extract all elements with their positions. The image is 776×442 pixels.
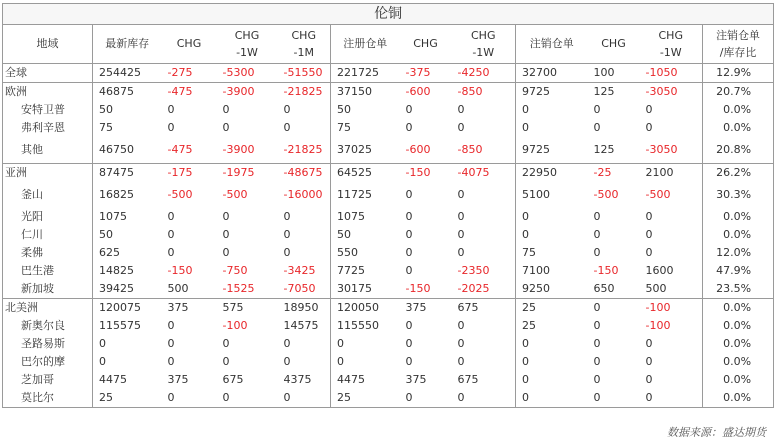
- value-cell: 5100: [516, 182, 588, 208]
- lme-copper-table: [2, 3, 774, 408]
- column-header-line: 最新库存: [105, 37, 150, 50]
- value-cell: 0: [452, 389, 516, 408]
- table-row: [3, 137, 774, 164]
- value-cell: 12.0%: [703, 244, 774, 262]
- value-cell: 39425: [93, 280, 162, 299]
- header-row: [3, 25, 774, 64]
- value-cell: 64525: [331, 164, 400, 183]
- value-cell: 4375: [283, 373, 312, 386]
- column-header-line: CHG: [234, 29, 260, 42]
- value-cell: 0: [222, 246, 230, 259]
- value-cell: 0: [283, 121, 291, 134]
- table-row: [3, 182, 774, 208]
- value-cell: 0: [283, 103, 291, 116]
- value-cell: 1075: [331, 208, 400, 226]
- value-cell: 0: [405, 188, 413, 201]
- value-cell: 16825: [93, 182, 162, 208]
- value-cell: -4075: [452, 164, 516, 183]
- value-cell: 375: [405, 373, 427, 386]
- value-cell: 46750: [93, 137, 162, 164]
- value-cell: -475: [162, 83, 217, 102]
- value-cell: 125: [588, 83, 640, 102]
- table-row: [3, 119, 774, 137]
- value-cell: 0: [222, 355, 230, 368]
- value-cell: -600: [405, 143, 431, 156]
- value-cell: 675: [457, 373, 479, 386]
- source-note: 数据来源：盛达期货: [667, 426, 766, 439]
- value-cell: -850: [452, 83, 516, 102]
- value-cell: 50: [93, 226, 162, 244]
- value-cell: 0: [457, 210, 465, 223]
- column-header-line: 注册仓单: [343, 37, 388, 50]
- value-cell: 0: [167, 121, 175, 134]
- value-cell: 87475: [93, 164, 162, 183]
- table-row: [3, 317, 774, 335]
- value-cell: -3050: [640, 83, 703, 102]
- value-cell: 0: [331, 353, 400, 371]
- value-cell: 4475: [93, 371, 162, 389]
- column-header-line: CHG: [413, 37, 438, 50]
- value-cell: 0: [645, 355, 653, 368]
- value-cell: 500: [645, 282, 667, 295]
- value-cell: 0: [457, 337, 465, 350]
- value-cell: 0.0%: [703, 335, 774, 353]
- region-cell: 巴生港: [3, 262, 93, 280]
- value-cell: 221725: [331, 64, 400, 83]
- value-cell: 0: [167, 210, 175, 223]
- column-header: [400, 25, 452, 64]
- region-cell: 北美洲: [3, 299, 93, 318]
- region-cell: 莫比尔: [3, 389, 93, 408]
- value-cell: 0: [457, 103, 465, 116]
- value-cell: 0: [405, 264, 413, 277]
- value-cell: 23.5%: [703, 280, 774, 299]
- region-cell: 釜山: [3, 182, 93, 208]
- column-header: [3, 25, 93, 64]
- column-header-line: 地域: [36, 37, 59, 50]
- region-cell: 新奥尔良: [3, 317, 93, 335]
- value-cell: 0.0%: [703, 353, 774, 371]
- value-cell: 0: [167, 228, 175, 241]
- value-cell: 0: [645, 373, 653, 386]
- value-cell: -100: [645, 319, 671, 332]
- value-cell: 0: [405, 103, 413, 116]
- value-cell: -21825: [278, 83, 331, 102]
- value-cell: -3900: [217, 83, 278, 102]
- table-row: [3, 371, 774, 389]
- value-cell: 37150: [331, 83, 400, 102]
- value-cell: 0: [588, 299, 640, 318]
- region-cell: 仁川: [3, 226, 93, 244]
- value-cell: 0: [283, 210, 291, 223]
- value-cell: -500: [593, 188, 619, 201]
- column-header-line: /库存比: [719, 46, 757, 59]
- value-cell: 26.2%: [703, 164, 774, 183]
- value-cell: 0: [645, 121, 653, 134]
- value-cell: -850: [457, 143, 483, 156]
- value-cell: 0.0%: [703, 389, 774, 408]
- value-cell: 11725: [331, 182, 400, 208]
- column-header-line: 注销仓单: [716, 29, 761, 42]
- value-cell: 18950: [278, 299, 331, 318]
- value-cell: 550: [331, 244, 400, 262]
- column-header-line: CHG: [176, 37, 202, 50]
- column-header: [278, 25, 331, 64]
- region-cell: 亚洲: [3, 164, 93, 183]
- value-cell: -100: [222, 319, 248, 332]
- column-header-line: -1M: [293, 46, 314, 59]
- value-cell: 0: [405, 337, 413, 350]
- value-cell: 0: [516, 119, 588, 137]
- value-cell: 0: [516, 335, 588, 353]
- value-cell: 0: [593, 355, 601, 368]
- value-cell: 0: [167, 355, 175, 368]
- value-cell: 0: [593, 337, 601, 350]
- value-cell: 0: [283, 355, 291, 368]
- table-row: [3, 164, 774, 183]
- value-cell: 14825: [93, 262, 162, 280]
- value-cell: 50: [331, 101, 400, 119]
- value-cell: 0: [645, 228, 653, 241]
- value-cell: -275: [162, 64, 217, 83]
- value-cell: 0: [593, 319, 601, 332]
- region-cell: 其他: [3, 137, 93, 164]
- value-cell: 0: [593, 373, 601, 386]
- table-title: 伦铜: [3, 4, 774, 25]
- value-cell: -7050: [283, 282, 316, 295]
- region-cell: 光阳: [3, 208, 93, 226]
- table-body: [3, 64, 774, 408]
- value-cell: 120075: [93, 299, 162, 318]
- value-cell: 120050: [331, 299, 400, 318]
- value-cell: 375: [400, 299, 452, 318]
- value-cell: 0: [278, 389, 331, 408]
- table-row: [3, 280, 774, 299]
- value-cell: -48675: [278, 164, 331, 183]
- table-row: [3, 244, 774, 262]
- value-cell: -5300: [217, 64, 278, 83]
- value-cell: -3050: [645, 143, 678, 156]
- column-header: [217, 25, 278, 64]
- value-cell: 0: [93, 353, 162, 371]
- value-cell: 0: [593, 246, 601, 259]
- value-cell: -150: [400, 164, 452, 183]
- region-cell: 新加坡: [3, 280, 93, 299]
- value-cell: 9725: [516, 83, 588, 102]
- column-header-line: -1W: [236, 46, 258, 59]
- value-cell: 0: [640, 389, 703, 408]
- value-cell: 0: [405, 228, 413, 241]
- value-cell: -21825: [283, 143, 323, 156]
- value-cell: 0: [405, 210, 413, 223]
- value-cell: 30175: [331, 280, 400, 299]
- value-cell: 575: [217, 299, 278, 318]
- value-cell: 0: [400, 389, 452, 408]
- region-cell: 柔佛: [3, 244, 93, 262]
- value-cell: 0: [405, 319, 413, 332]
- value-cell: 0: [516, 371, 588, 389]
- value-cell: -600: [400, 83, 452, 102]
- copper-inventory-sheet: [2, 3, 773, 408]
- value-cell: 50: [93, 101, 162, 119]
- value-cell: 0.0%: [703, 101, 774, 119]
- value-cell: 0: [457, 319, 465, 332]
- value-cell: 0: [645, 210, 653, 223]
- column-header: [93, 25, 162, 64]
- value-cell: -150: [405, 282, 431, 295]
- table-row: [3, 64, 774, 83]
- value-cell: 650: [593, 282, 615, 295]
- value-cell: 20.8%: [703, 137, 774, 164]
- value-cell: 0: [222, 103, 230, 116]
- column-header: [703, 25, 774, 64]
- value-cell: -100: [640, 299, 703, 318]
- value-cell: 115575: [93, 317, 162, 335]
- value-cell: 4475: [331, 371, 400, 389]
- column-header: [452, 25, 516, 64]
- value-cell: 675: [222, 373, 244, 386]
- value-cell: -16000: [283, 188, 323, 201]
- value-cell: 0: [457, 228, 465, 241]
- value-cell: 0: [405, 355, 413, 368]
- value-cell: 0: [593, 228, 601, 241]
- value-cell: 0.0%: [703, 317, 774, 335]
- value-cell: 30.3%: [703, 182, 774, 208]
- value-cell: 25: [93, 389, 162, 408]
- column-header-line: -1W: [472, 46, 495, 59]
- value-cell: 0: [516, 208, 588, 226]
- value-cell: 0: [457, 121, 465, 134]
- value-cell: 0: [588, 389, 640, 408]
- value-cell: 0: [217, 389, 278, 408]
- value-cell: 0: [516, 226, 588, 244]
- value-cell: -375: [400, 64, 452, 83]
- value-cell: 12.9%: [703, 64, 774, 83]
- column-header-line: 注销仓单: [529, 37, 574, 50]
- column-header: [331, 25, 400, 64]
- value-cell: 47.9%: [703, 262, 774, 280]
- value-cell: 1075: [93, 208, 162, 226]
- value-cell: 0: [283, 246, 291, 259]
- value-cell: -1050: [640, 64, 703, 83]
- column-header-line: CHG: [471, 29, 496, 42]
- value-cell: 0: [283, 337, 291, 350]
- value-cell: 0: [516, 101, 588, 119]
- value-cell: -4250: [452, 64, 516, 83]
- value-cell: 46875: [93, 83, 162, 102]
- value-cell: 0: [516, 353, 588, 371]
- value-cell: -500: [222, 188, 248, 201]
- value-cell: 0: [645, 337, 653, 350]
- column-header: [588, 25, 640, 64]
- table-row: [3, 353, 774, 371]
- column-header-line: CHG: [291, 29, 316, 42]
- value-cell: 37025: [331, 137, 400, 164]
- column-header: [640, 25, 703, 64]
- value-cell: 0: [167, 337, 175, 350]
- value-cell: 125: [593, 143, 615, 156]
- column-header: [162, 25, 217, 64]
- value-cell: 0: [222, 121, 230, 134]
- value-cell: 100: [588, 64, 640, 83]
- value-cell: 0: [331, 335, 400, 353]
- value-cell: 0: [516, 389, 588, 408]
- value-cell: 0: [457, 355, 465, 368]
- value-cell: 20.7%: [703, 83, 774, 102]
- value-cell: -51550: [278, 64, 331, 83]
- table-row: [3, 335, 774, 353]
- value-cell: -2350: [457, 264, 490, 277]
- region-cell: 弗利辛恩: [3, 119, 93, 137]
- value-cell: -500: [167, 188, 193, 201]
- value-cell: -150: [593, 264, 619, 277]
- value-cell: 0: [283, 228, 291, 241]
- value-cell: 115550: [331, 317, 400, 335]
- value-cell: 0: [593, 103, 601, 116]
- value-cell: 50: [331, 226, 400, 244]
- value-cell: 25: [516, 299, 588, 318]
- region-cell: 安特卫普: [3, 101, 93, 119]
- value-cell: 0: [645, 103, 653, 116]
- value-cell: -1975: [217, 164, 278, 183]
- value-cell: 0: [593, 121, 601, 134]
- value-cell: 75: [331, 119, 400, 137]
- value-cell: 0: [222, 337, 230, 350]
- value-cell: 0: [405, 121, 413, 134]
- value-cell: -3900: [222, 143, 255, 156]
- value-cell: -175: [162, 164, 217, 183]
- value-cell: 0.0%: [703, 119, 774, 137]
- region-cell: 欧洲: [3, 83, 93, 102]
- value-cell: 0: [405, 246, 413, 259]
- value-cell: -750: [222, 264, 248, 277]
- value-cell: 25: [331, 389, 400, 408]
- value-cell: 0.0%: [703, 226, 774, 244]
- table-row: [3, 389, 774, 408]
- value-cell: 25: [516, 317, 588, 335]
- column-header-line: CHG: [658, 29, 683, 42]
- value-cell: -3425: [283, 264, 316, 277]
- value-cell: 625: [93, 244, 162, 262]
- value-cell: 0: [593, 210, 601, 223]
- value-cell: 0.0%: [703, 371, 774, 389]
- value-cell: -500: [645, 188, 671, 201]
- value-cell: 0: [167, 103, 175, 116]
- value-cell: 0: [167, 246, 175, 259]
- table-row: [3, 262, 774, 280]
- value-cell: 0: [645, 246, 653, 259]
- value-cell: 9250: [516, 280, 588, 299]
- value-cell: -1525: [222, 282, 255, 295]
- table-row: [3, 101, 774, 119]
- value-cell: 1600: [645, 264, 674, 277]
- table-row: [3, 83, 774, 102]
- value-cell: 0: [167, 319, 175, 332]
- region-cell: 芝加哥: [3, 371, 93, 389]
- value-cell: -475: [167, 143, 193, 156]
- value-cell: 254425: [93, 64, 162, 83]
- region-cell: 巴尔的摩: [3, 353, 93, 371]
- table-row: [3, 299, 774, 318]
- table-row: [3, 226, 774, 244]
- value-cell: 7100: [516, 262, 588, 280]
- value-cell: 0: [162, 389, 217, 408]
- value-cell: 375: [162, 299, 217, 318]
- value-cell: 375: [167, 373, 189, 386]
- region-cell: 全球: [3, 64, 93, 83]
- value-cell: 7725: [331, 262, 400, 280]
- value-cell: 22950: [516, 164, 588, 183]
- value-cell: 0: [457, 246, 465, 259]
- column-header-line: -1W: [659, 46, 682, 59]
- value-cell: 675: [452, 299, 516, 318]
- value-cell: 9725: [516, 137, 588, 164]
- value-cell: 14575: [283, 319, 319, 332]
- value-cell: 75: [516, 244, 588, 262]
- value-cell: 0: [93, 335, 162, 353]
- value-cell: -25: [588, 164, 640, 183]
- value-cell: 75: [93, 119, 162, 137]
- value-cell: 0.0%: [703, 208, 774, 226]
- column-header: [516, 25, 588, 64]
- value-cell: 500: [167, 282, 189, 295]
- column-header-line: CHG: [601, 37, 626, 50]
- table-row: [3, 208, 774, 226]
- value-cell: 0: [457, 188, 465, 201]
- value-cell: 0.0%: [703, 299, 774, 318]
- value-cell: 32700: [516, 64, 588, 83]
- value-cell: -2025: [457, 282, 490, 295]
- value-cell: 2100: [640, 164, 703, 183]
- value-cell: -150: [167, 264, 193, 277]
- value-cell: 0: [222, 228, 230, 241]
- region-cell: 圣路易斯: [3, 335, 93, 353]
- value-cell: 0: [222, 210, 230, 223]
